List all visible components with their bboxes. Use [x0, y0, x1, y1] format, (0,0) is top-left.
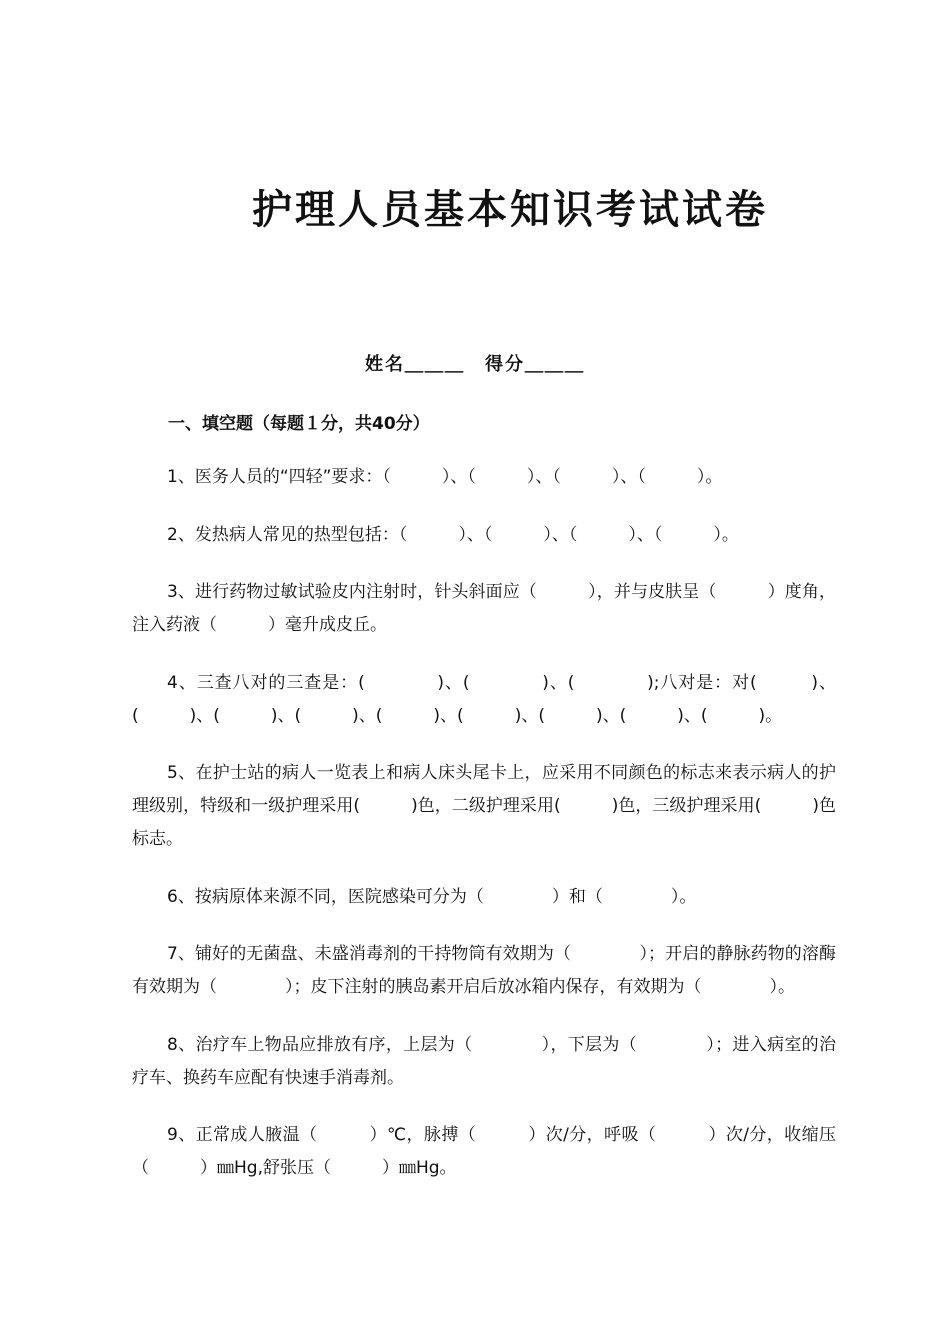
exam-title: 护理人员基本知识考试试卷 — [252, 187, 768, 233]
question-2: 2、发热病人常见的热型包括：（ ）、（ ）、（ ）、（ ）。 — [167, 525, 739, 545]
name-field-label: 姓名＿＿＿ — [365, 354, 465, 375]
question-1: 1、医务人员的“四轻”要求：（ ）、（ ）、（ ）、（ ）。 — [167, 467, 723, 487]
question-5: 5、在护士站的病人一览表上和病人床头尾卡上，应采用不同颜色的标志来表示病人的护理级别，特级和一级护理采用( )色，二级护理采用( )色，三级护理采用( )色标志。 — [132, 763, 836, 849]
question-9: 9、正常成人腋温（ ）℃，脉搏（ ）次/分，呼吸（ ）次/分，收缩压（ ）㎜Hg,舒张压（ ）㎜Hg。 — [132, 1125, 836, 1178]
section-heading-fill-in: 一、填空题（每题１分，共40分） — [168, 414, 430, 434]
question-4: 4、三查八对的三查是：( )、( )、( );八对是：对( )、( )、( )、( )、( )、( )、( )、( )、( )。 — [132, 673, 836, 726]
name-score-line — [0, 350, 950, 376]
question-6: 6、按病原体来源不同，医院感染可分为（ ）和（ ）。 — [167, 887, 697, 907]
question-3: 3、进行药物过敏试验皮内注射时，针头斜面应（ ），并与皮肤呈（ ）度角，注入药液（ ）毫升成皮丘。 — [132, 582, 836, 635]
question-8: 8、治疗车上物品应排放有序，上层为（ ），下层为（ ）；进入病室的治疗车、换药车应配有快速手消毒剂。 — [132, 1035, 836, 1088]
score-field-label: 得分＿＿＿ — [485, 354, 585, 375]
question-7: 7、铺好的无菌盘、未盛消毒剂的干持物筒有效期为（ ）；开启的静脉药物的溶酶有效期为（ ）；皮下注射的胰岛素开启后放冰箱内保存，有效期为（ ）。 — [132, 944, 836, 997]
